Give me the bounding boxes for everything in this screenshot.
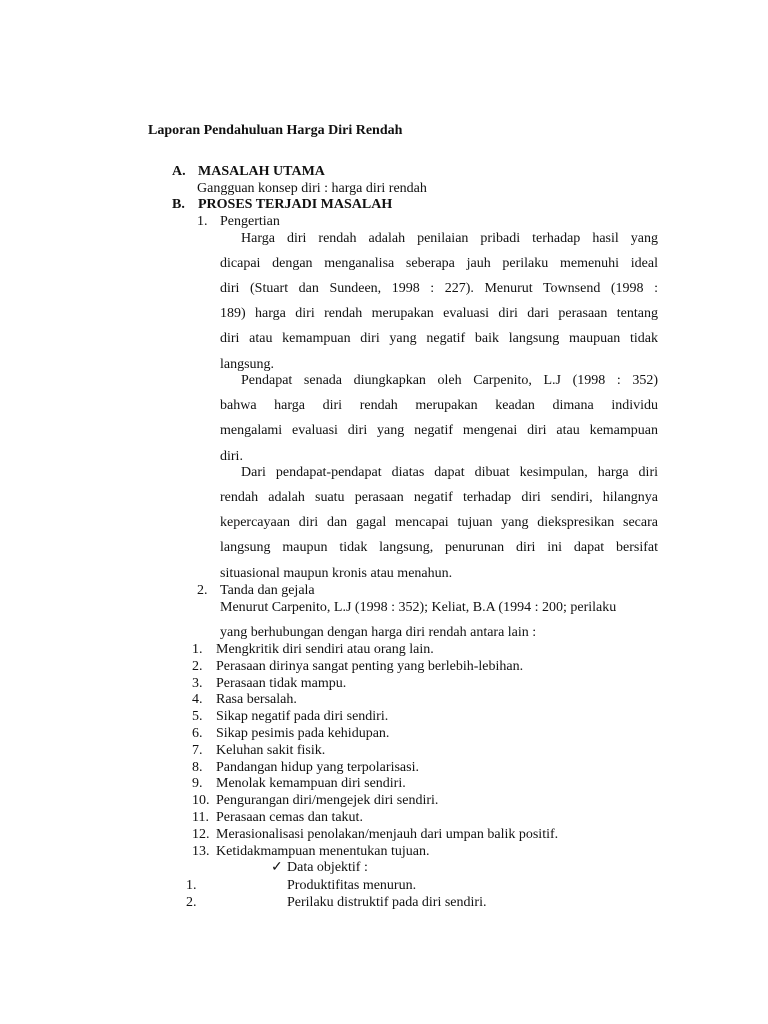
list-item: Perasaan cemas dan takut. <box>216 810 363 825</box>
paragraph-line: dicapai dengan menganalisa seberapa jauh perilaku memenuhi ideal <box>220 256 658 271</box>
list-item: Ketidakmampuan menentukan tujuan. <box>216 844 430 859</box>
objektif-item: Produktifitas menurun. <box>287 878 417 893</box>
paragraph-line: Harga diri rendah adalah penilaian pribadi terhadap hasil yang <box>241 231 658 246</box>
list-item: Rasa bersalah. <box>216 692 297 707</box>
paragraph-line: mengalami evaluasi diri yang negatif mengenai diri atau kemampuan <box>220 423 658 438</box>
list-item: Sikap pesimis pada kehidupan. <box>216 726 390 741</box>
paragraph-line: 189) harga diri rendah merupakan evaluasi diri dari perasaan tentang <box>220 306 658 321</box>
list-item: Pandangan hidup yang terpolarisasi. <box>216 760 419 775</box>
list-item-number: 6. <box>192 726 203 741</box>
pengertian-heading: Pengertian <box>220 214 280 229</box>
paragraph-line: diri (Stuart dan Sundeen, 1998 : 227). Menurut Townsend (1998 : <box>220 281 658 296</box>
list-item: Perasaan dirinya sangat penting yang berlebih-lebihan. <box>216 659 524 674</box>
list-item-number: 7. <box>192 743 203 758</box>
list-item: Keluhan sakit fisik. <box>216 743 326 758</box>
list-item-number: 2. <box>192 659 203 674</box>
pengertian-marker: 1. <box>197 214 208 229</box>
list-item: Perasaan tidak mampu. <box>216 676 347 691</box>
paragraph-line: bahwa harga diri rendah merupakan keadan dimana individu <box>220 398 658 413</box>
section-a-heading: MASALAH UTAMA <box>198 164 325 179</box>
list-item-number: 9. <box>192 776 203 791</box>
paragraph-line: kepercayaan diri dan gagal mencapai tujuan yang diekspresikan secara <box>220 515 658 530</box>
tanda-marker: 2. <box>197 583 208 598</box>
list-item-number: 13. <box>192 844 210 859</box>
paragraph-line: langsung. <box>220 357 275 372</box>
list-item-number: 3. <box>192 676 203 691</box>
list-item-number: 11. <box>192 810 209 825</box>
paragraph-line: situasional maupun kronis atau menahun. <box>220 566 453 581</box>
list-item: Menolak kemampuan diri sendiri. <box>216 776 406 791</box>
tanda-intro-line: Menurut Carpenito, L.J (1998 : 352); Keliat, B.A (1994 : 200; perilaku <box>220 600 617 615</box>
objektif-label: Data objektif : <box>287 860 368 875</box>
objektif-item: Perilaku distruktif pada diri sendiri. <box>287 895 487 910</box>
list-item: Pengurangan diri/mengejek diri sendiri. <box>216 793 439 808</box>
tanda-intro-line: yang berhubungan dengan harga diri rendah antara lain : <box>220 625 537 640</box>
paragraph-line: langsung maupun tidak langsung, penurunan diri ini dapat bersifat <box>220 540 658 555</box>
paragraph-line: diri. <box>220 449 243 464</box>
paragraph-line: Dari pendapat-pendapat diatas dapat dibuat kesimpulan, harga diri <box>241 465 658 480</box>
list-item-number: 4. <box>192 692 203 707</box>
paragraph-line: Pendapat senada diungkapkan oleh Carpenito, L.J (1998 : 352) <box>241 373 658 388</box>
section-b-heading: PROSES TERJADI MASALAH <box>198 197 393 212</box>
tanda-heading: Tanda dan gejala <box>220 583 315 598</box>
section-a-marker: A. <box>172 164 186 179</box>
objektif-item-number: 1. <box>186 878 197 893</box>
section-b-marker: B. <box>172 197 185 212</box>
section-a-text: Gangguan konsep diri : harga diri rendah <box>197 181 427 196</box>
list-item: Mengkritik diri sendiri atau orang lain. <box>216 642 434 657</box>
paragraph-line: diri atau kemampuan diri yang negatif baik langsung maupuan tidak <box>220 331 658 346</box>
list-item: Merasionalisasi penolakan/menjauh dari umpan balik positif. <box>216 827 559 842</box>
check-icon: ✓ <box>271 860 283 875</box>
list-item-number: 12. <box>192 827 210 842</box>
list-item-number: 1. <box>192 642 203 657</box>
list-item-number: 8. <box>192 760 203 775</box>
paragraph-line: rendah adalah suatu perasaan negatif terhadap diri sendiri, hilangnya <box>220 490 658 505</box>
document-title: Laporan Pendahuluan Harga Diri Rendah <box>148 123 403 138</box>
objektif-item-number: 2. <box>186 895 197 910</box>
list-item: Sikap negatif pada diri sendiri. <box>216 709 389 724</box>
list-item-number: 5. <box>192 709 203 724</box>
list-item-number: 10. <box>192 793 210 808</box>
